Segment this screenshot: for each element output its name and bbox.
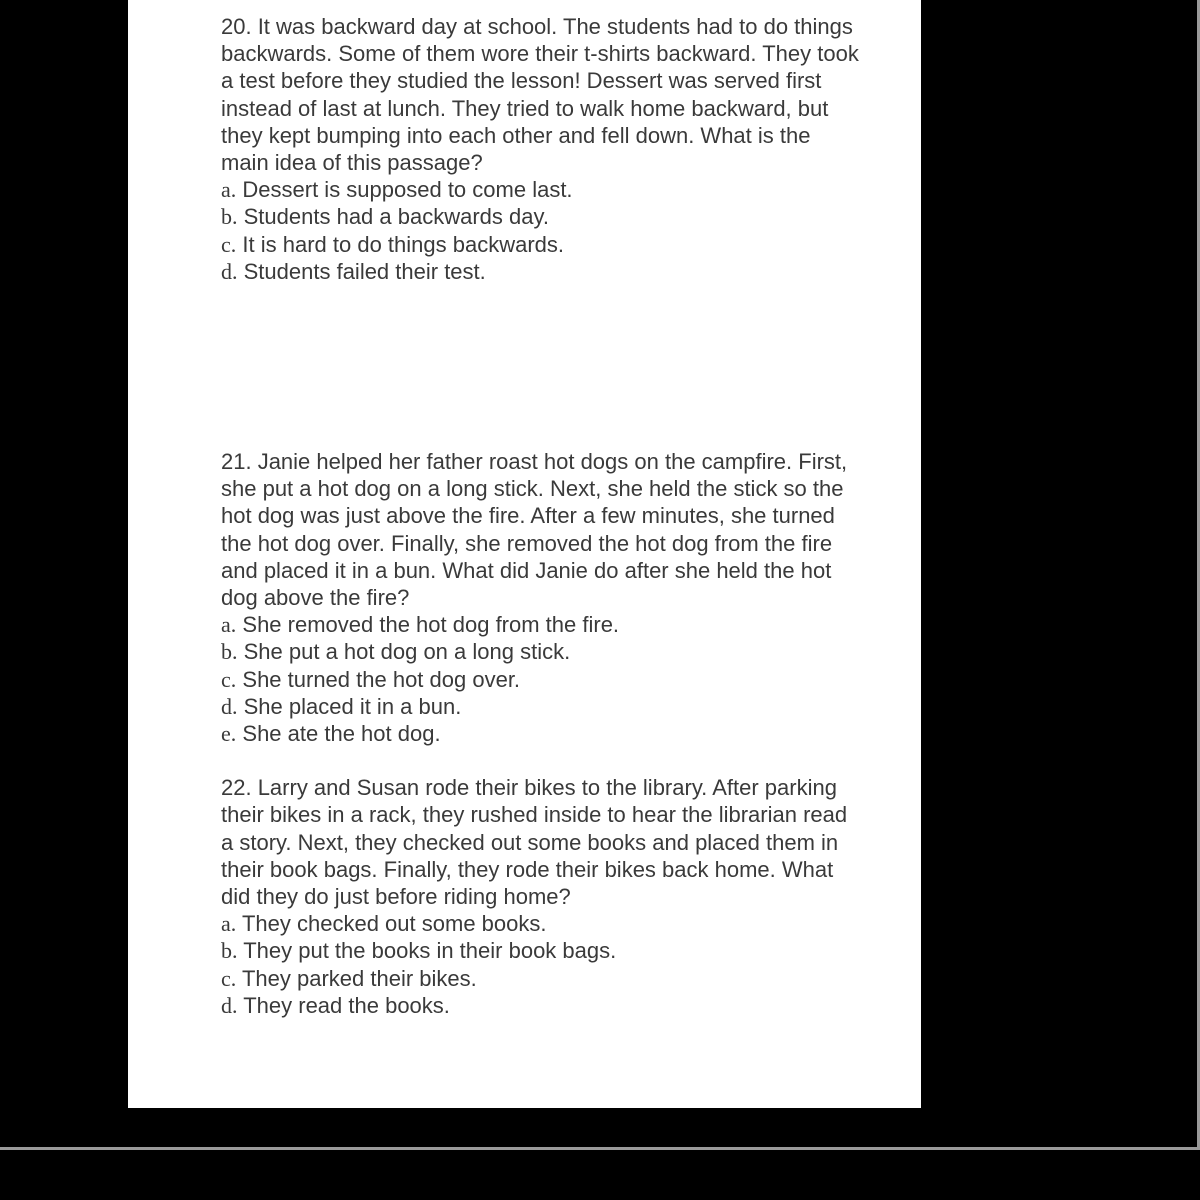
answer-choice-d — [221, 258, 861, 285]
page-content — [221, 13, 861, 1019]
choice-letter: c. — [221, 231, 237, 257]
choice-text: Dessert is supposed to come last. — [242, 177, 573, 203]
answer-choice-c — [221, 231, 861, 258]
answer-choice-a — [221, 910, 861, 937]
choice-text: It is hard to do things backwards. — [242, 231, 565, 257]
question-21 — [221, 448, 861, 747]
choice-letter: e. — [221, 721, 237, 747]
choice-text: She turned the hot dog over. — [242, 666, 521, 692]
answer-choice-c — [221, 965, 861, 992]
choice-letter: c. — [221, 666, 237, 692]
choice-text: They read the books. — [243, 992, 450, 1018]
blank-space — [221, 285, 861, 448]
choice-letter: a. — [221, 612, 237, 638]
question-stem: 22. Larry and Susan rode their bikes to the library. After parking their bikes in a rack, they rushed inside to hear the librarian read a story. Next, they checked out some books and placed them in their book bags. Finally, they rode their bikes back home. What did they do just before riding home? — [221, 775, 848, 910]
choice-text: She removed the hot dog from the fire. — [242, 612, 620, 638]
choice-text: She put a hot dog on a long stick. — [243, 639, 571, 665]
choice-letter: d. — [221, 693, 238, 719]
question-stem: 21. Janie helped her father roast hot dogs on the campfire. First, she put a hot dog on a long stick. Next, she held the stick so the hot dog was just above the fire. After a few minutes, she turned the hot dog over. Finally, she removed the hot dog from the fire and placed it in a bun. What did Janie do after she held the hot dog above the fire? — [221, 449, 848, 611]
answer-choice-c — [221, 666, 861, 693]
answer-choice-b — [221, 638, 861, 665]
question-20 — [221, 13, 861, 285]
document-page[interactable] — [128, 0, 921, 1108]
question-stem: 20. It was backward day at school. The students had to do things backwards. Some of them wore their t-shirts backward. They took a test before they studied the lesson! Dessert was served first instead of last at lunch. They tried to walk home backward, but they kept bumping into each other and fell down. What is the main idea of this passage? — [221, 14, 859, 176]
choice-text: They put the books in their book bags. — [243, 938, 617, 964]
choice-letter: a. — [221, 911, 237, 937]
choice-text: Students had a backwards day. — [243, 204, 549, 230]
choice-text: They checked out some books. — [241, 911, 547, 937]
answer-choice-d — [221, 693, 861, 720]
answer-choice-b — [221, 203, 861, 230]
question-22 — [221, 774, 861, 1019]
choice-letter: c. — [221, 965, 237, 991]
choice-text: She placed it in a bun. — [243, 693, 462, 719]
choice-text: Students failed their test. — [243, 258, 486, 284]
answer-choice-d — [221, 992, 861, 1019]
choice-letter: a. — [221, 177, 237, 203]
answer-choice-b — [221, 937, 861, 964]
answer-choice-a — [221, 611, 861, 638]
choice-text: She ate the hot dog. — [242, 721, 441, 747]
blank-space — [221, 747, 861, 774]
choice-letter: d. — [221, 258, 238, 284]
choice-letter: b. — [221, 639, 238, 665]
answer-choice-a — [221, 176, 861, 203]
choice-letter: b. — [221, 938, 238, 964]
choice-letter: b. — [221, 204, 238, 230]
choice-text: They parked their bikes. — [241, 965, 477, 991]
choice-letter: d. — [221, 992, 238, 1018]
answer-choice-e — [221, 720, 861, 747]
